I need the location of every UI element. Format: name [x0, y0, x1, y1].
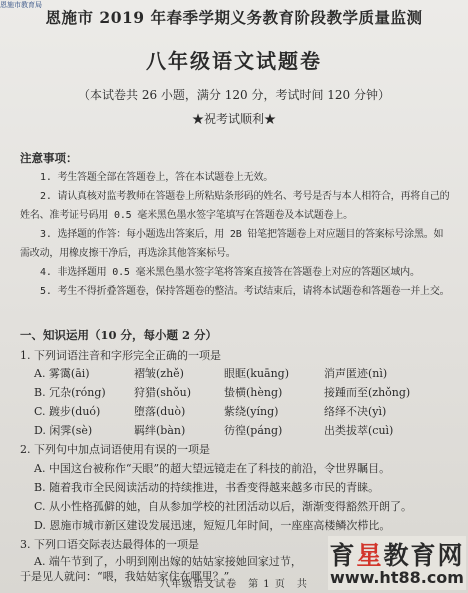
option-cell: 彷徨(páng) — [224, 424, 283, 437]
question-3-option-a-cont: 于是见人就问：“喂，我姑姑家住在哪里？” — [20, 570, 230, 583]
watermark-name-part1: 育 — [329, 541, 357, 570]
blessing-line: ★祝考试顺利★ — [191, 112, 276, 126]
exam-title: 恩施市 2019 年春季学期义务教育阶段教学质量监测 — [45, 8, 423, 27]
watermark-name-accent: 星 — [356, 541, 384, 570]
question-2-option-a: A. 中国这台被称作“天眼”的超大望远镜走在了科技的前沿，令世界瞩目。 — [34, 462, 391, 475]
note-item-2: 2. 请认真核对监考教师在答题卷上所粘贴条形码的姓名、考号是否与本人相符合，再将自己的姓名、准考证号码用 0.5 毫米黑色墨水签字笔填写在答题卷及本试题卷上。 — [20, 191, 450, 221]
option-cell: 眼眶(kuāng) — [224, 367, 290, 380]
question-2-stem: 2. 下列句中加点词语使用有误的一项是 — [20, 443, 210, 456]
option-cell: 出类拔萃(cuì) — [324, 424, 394, 437]
corner-label: 恩施市教育局 — [0, 1, 42, 8]
option-cell: 紫绕(yíng) — [224, 405, 279, 418]
note-item-1: 1. 考生答题全部在答题卷上，答在本试题卷上无效。 — [40, 172, 274, 183]
question-1-stem: 1. 下列词语注音和字形完全正确的一项是 — [20, 349, 221, 362]
option-cell: 堕落(duò) — [134, 405, 186, 418]
option-cell: C. 踱步(duó) — [34, 405, 101, 418]
notes-title: 注意事项： — [20, 151, 78, 165]
question-2-option-d: D. 恩施市城市新区建设发展迅速，短短几年时间，一座座高楼鳞次栉比。 — [34, 519, 391, 532]
option-cell: A. 雾霭(āi) — [34, 367, 90, 380]
option-cell: 络绎不决(yì) — [324, 405, 387, 418]
exam-info: （本试卷共 26 小题，满分 120 分，考试时间 120 分钟） — [78, 88, 390, 102]
question-3-stem: 3. 下列口语交际表达最得体的一项是 — [20, 538, 199, 551]
question-2-option-b: B. 随着我市全民阅读活动的持续推进，书香变得越来越多市民的青睐。 — [34, 481, 380, 494]
note-item-3: 3. 选择题的作答：每小题选出答案后，用 2B 铅笔把答题卷上对应题目的答案标号涂黑。如需改动，用橡皮擦干净后，再选涂其他答案标号。 — [20, 229, 444, 259]
option-cell: 接踵而至(zhǒng) — [324, 386, 411, 399]
page-footer: 八年级语文试卷 第 1 页 共 — [160, 579, 308, 590]
watermark-name — [328, 536, 466, 572]
option-cell: 褶皱(zhě) — [134, 367, 184, 380]
option-cell: D. 闲霁(sè) — [34, 424, 93, 437]
note-item-4: 4. 非选择题用 0.5 毫米黑色墨水签字笔将答案直接答在答题卷上对应的答题区域内。 — [40, 267, 420, 278]
question-2-option-c: C. 从小性格孤僻的她，自从参加学校的社团活动以后，渐渐变得豁然开朗了。 — [34, 500, 413, 513]
option-cell: 蛰横(hèng) — [224, 386, 283, 399]
watermark-name-part2: 教育网 — [383, 541, 465, 570]
note-item-5: 5. 考生不得折叠答题卷，保持答题卷的整洁。考试结束后，请将本试题卷和答题卷一并上交。 — [40, 286, 450, 297]
paper-title: 八年级语文试题卷 — [146, 49, 322, 73]
watermark-url: www.ht88.com — [330, 568, 464, 587]
option-cell: 狩猎(shǒu) — [134, 386, 192, 399]
watermark — [328, 536, 466, 590]
question-3-option-a: A. 端午节到了，小明到刚出嫁的姑姑家接她回家过节， — [34, 555, 302, 568]
option-cell: 羁绊(bàn) — [134, 424, 186, 437]
section-title: 一、知识运用（10 分，每小题 2 分） — [20, 328, 218, 342]
option-cell: 消声匿迹(nì) — [324, 367, 388, 380]
option-cell: B. 冗杂(róng) — [34, 386, 106, 399]
